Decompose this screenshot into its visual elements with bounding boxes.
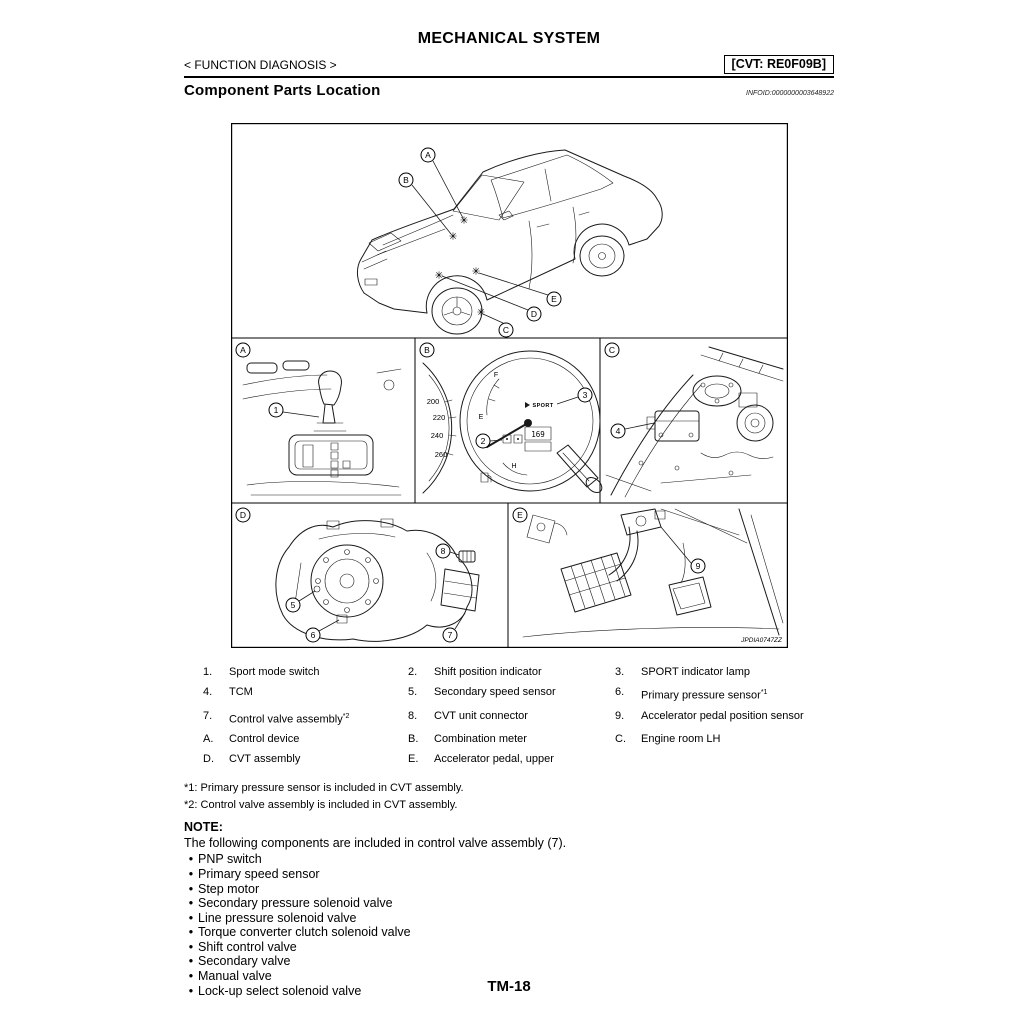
callout-3-label: 3 bbox=[582, 390, 588, 400]
speed-scale-260: 260 bbox=[434, 450, 448, 459]
figure-image-code: JPDIA0747ZZ bbox=[741, 637, 782, 644]
note-bullet: • Torque converter clutch solenoid valve bbox=[184, 925, 834, 940]
note-bullet: • Lock-up select solenoid valve bbox=[184, 984, 834, 999]
callout-1 bbox=[269, 403, 283, 417]
fuel-empty-mark: E bbox=[478, 414, 484, 421]
note-intro: The following components are included in control valve assembly (7). bbox=[184, 836, 567, 851]
speed-scale-220: 220 bbox=[432, 413, 446, 422]
car-callout-C-label: C bbox=[502, 325, 510, 335]
legend-item-A: A. Control device bbox=[203, 733, 300, 746]
panel-e-label bbox=[513, 508, 527, 522]
panel-a-letter: A bbox=[240, 345, 246, 355]
panel-d-label bbox=[236, 508, 250, 522]
car-callout-E-label: E bbox=[551, 294, 557, 304]
leader-6 bbox=[319, 620, 339, 631]
speed-scale-200: 200 bbox=[426, 397, 440, 406]
panel-e-accelerator-pedal bbox=[523, 509, 783, 637]
legend-item-E: E. Accelerator pedal, upper bbox=[408, 753, 554, 766]
car-callout-D-label: D bbox=[530, 309, 538, 319]
bullet-icon bbox=[184, 896, 198, 911]
note-bullet: • Secondary valve bbox=[184, 954, 834, 969]
note-bullet: • Shift control valve bbox=[184, 940, 834, 955]
page-number: TM-18 bbox=[487, 978, 531, 995]
footnote-2: *2: Control valve assembly is included in CVT assembly. bbox=[184, 799, 458, 812]
note-label: NOTE: bbox=[184, 820, 223, 835]
header-row bbox=[184, 55, 834, 78]
car-leader-lines bbox=[412, 161, 548, 323]
callout-2-label: 2 bbox=[480, 436, 486, 446]
callout-5-label: 5 bbox=[290, 600, 296, 610]
callout-4 bbox=[611, 424, 625, 438]
footnote-1: *1: Primary pressure sensor is included in CVT assembly. bbox=[184, 782, 464, 795]
legend-item-2: 2. Shift position indicator bbox=[408, 666, 542, 678]
callout-4-label: 4 bbox=[615, 426, 621, 436]
model-code-badge: [CVT: RE0F09B] bbox=[724, 55, 834, 74]
car-callout-B-label: B bbox=[403, 175, 409, 185]
panel-a-label bbox=[236, 343, 250, 357]
panel-d-letter: D bbox=[239, 510, 247, 520]
bullet-icon bbox=[184, 940, 198, 955]
legend-item-6: 6. Primary pressure sensor$^{*1}$ bbox=[615, 686, 768, 702]
legend bbox=[184, 666, 834, 766]
note-bullet: • PNP switch bbox=[184, 852, 834, 867]
car-callout-B bbox=[399, 173, 413, 187]
panel-c-engine-room bbox=[606, 347, 783, 497]
leader-4 bbox=[625, 423, 654, 429]
panel-c-label bbox=[605, 343, 619, 357]
bullet-icon bbox=[184, 925, 198, 940]
panel-b-label bbox=[420, 343, 434, 357]
panel-b-combination-meter bbox=[423, 351, 605, 495]
page-title: MECHANICAL SYSTEM bbox=[417, 30, 601, 47]
legend-item-7: 7. Control valve assembly$^{*2}$ bbox=[203, 709, 350, 726]
figure-box bbox=[231, 123, 788, 648]
note-bullet: • Primary speed sensor bbox=[184, 867, 834, 882]
panel-b-letter: B bbox=[424, 345, 430, 355]
car-callout-E bbox=[547, 292, 561, 306]
bullet-icon bbox=[184, 867, 198, 882]
car-callout-D bbox=[527, 307, 541, 321]
infoid-label: INFOID:0000000003648922 bbox=[746, 90, 834, 97]
legend-item-9: 9. Accelerator pedal position sensor bbox=[615, 709, 804, 722]
speed-scale-240: 240 bbox=[430, 431, 444, 440]
callout-8-label: 8 bbox=[440, 546, 446, 556]
car-callout-A-label: A bbox=[425, 150, 431, 160]
legend-item-1: 1. Sport mode switch bbox=[203, 666, 320, 678]
legend-item-B: B. Combination meter bbox=[408, 733, 527, 746]
legend-item-4: 4. TCM bbox=[203, 686, 253, 698]
note-bullet: • Line pressure solenoid valve bbox=[184, 911, 834, 926]
bullet-icon bbox=[184, 852, 198, 867]
bullet-icon bbox=[184, 954, 198, 969]
callout-8 bbox=[436, 544, 450, 558]
leader-1 bbox=[283, 412, 319, 417]
manual-page bbox=[184, 0, 834, 998]
legend-item-5: 5. Secondary speed sensor bbox=[408, 686, 556, 698]
panel-e-letter: E bbox=[517, 510, 523, 520]
callout-7 bbox=[443, 628, 457, 642]
bullet-icon bbox=[184, 882, 198, 897]
legend-item-C: C. Engine room LH bbox=[615, 733, 721, 746]
breadcrumb: < FUNCTION DIAGNOSIS > bbox=[184, 58, 337, 72]
legend-item-3: 3. SPORT indicator lamp bbox=[615, 666, 751, 678]
leader-5 bbox=[299, 591, 315, 601]
leader-2 bbox=[490, 440, 502, 441]
leader-9 bbox=[661, 527, 691, 563]
footnotes bbox=[184, 780, 834, 814]
panel-d-cvt-assembly bbox=[276, 519, 479, 641]
meter-display-value: 169 bbox=[531, 430, 545, 439]
note-bullet-list bbox=[184, 852, 834, 998]
note-bullet: • Manual valve bbox=[184, 969, 834, 984]
component-location-figure bbox=[231, 123, 788, 648]
leader-7 bbox=[455, 613, 465, 629]
callout-3 bbox=[578, 388, 592, 402]
section-title: Component Parts Location bbox=[184, 82, 381, 99]
panel-c-letter: C bbox=[608, 345, 616, 355]
panel-a-control-device bbox=[243, 361, 401, 495]
callout-6 bbox=[306, 628, 320, 642]
note-bullet: • Secondary pressure solenoid valve bbox=[184, 896, 834, 911]
callout-7-label: 7 bbox=[447, 630, 453, 640]
fuel-full-mark: F bbox=[493, 372, 499, 379]
temp-mark: H bbox=[511, 463, 517, 470]
note-bullet: • Step motor bbox=[184, 882, 834, 897]
callout-9-label: 9 bbox=[695, 561, 701, 571]
bullet-icon bbox=[184, 911, 198, 926]
legend-item-D: D. CVT assembly bbox=[203, 753, 301, 766]
car-callout-A bbox=[421, 148, 435, 162]
callout-1-label: 1 bbox=[273, 405, 279, 415]
sport-indicator-lamp: SPORT bbox=[532, 403, 554, 409]
car-callout-C bbox=[499, 323, 513, 337]
legend-grid bbox=[203, 666, 834, 766]
legend-item-8: 8. CVT unit connector bbox=[408, 709, 528, 722]
callout-5 bbox=[286, 598, 300, 612]
callout-2 bbox=[476, 434, 490, 448]
callout-9 bbox=[691, 559, 705, 573]
callout-6-label: 6 bbox=[310, 630, 316, 640]
leader-3 bbox=[557, 397, 578, 404]
section-row bbox=[184, 82, 834, 99]
